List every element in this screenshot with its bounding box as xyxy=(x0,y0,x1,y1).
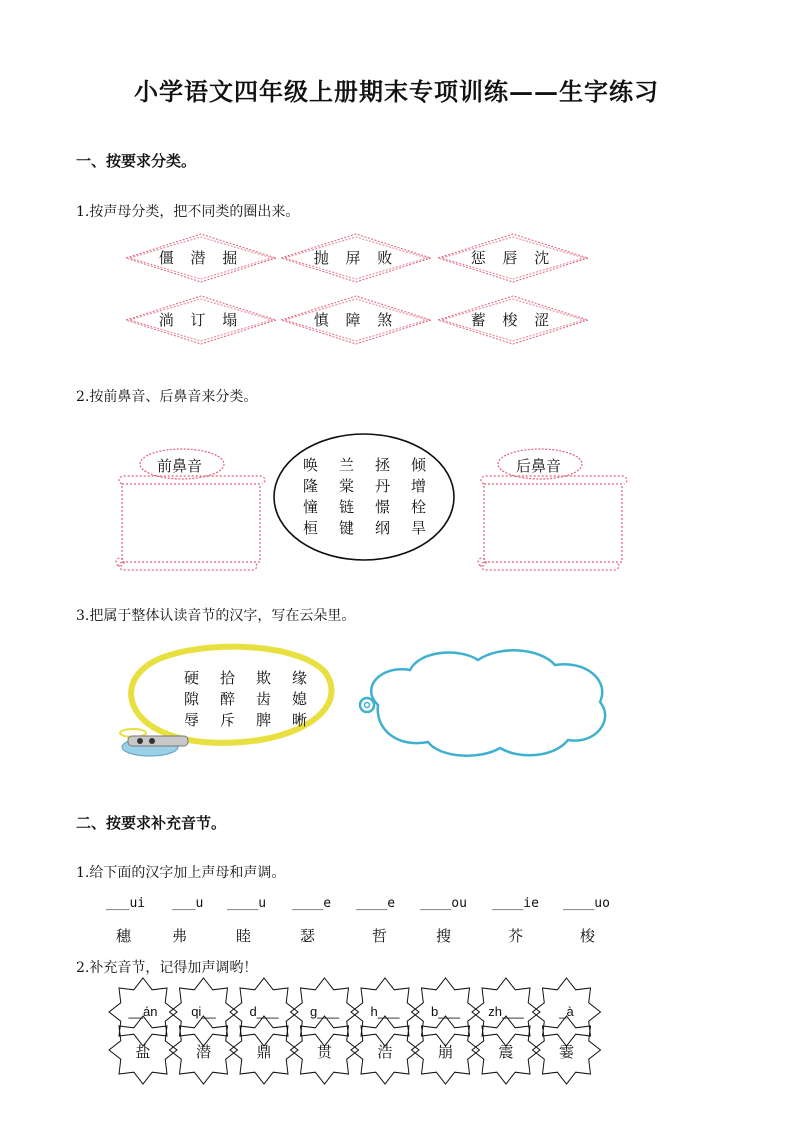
star-pinyin-blank[interactable]: __án xyxy=(128,1004,158,1019)
char: 拯 xyxy=(375,456,391,474)
star-hanzi-char: 崩 xyxy=(437,1043,453,1061)
hanzi-char: 穗 xyxy=(116,927,132,945)
star-pinyin-blank[interactable]: zh___ xyxy=(488,1004,524,1019)
hanzi-char: 梭 xyxy=(580,927,596,945)
char: 欺 xyxy=(256,669,272,687)
char: 硬 xyxy=(184,669,200,687)
char: 斥 xyxy=(220,711,236,729)
hanzi-char: 搜 xyxy=(436,927,452,945)
section2-q1-prompt: 1.给下面的汉字加上声母和声调。 xyxy=(76,865,286,881)
back-nasal-label: 后鼻音 xyxy=(516,457,562,475)
pinyin-blank[interactable]: ____uo xyxy=(563,896,610,911)
star-hanzi-char: 浩 xyxy=(377,1043,393,1061)
pinyin-blank[interactable]: ____e xyxy=(356,896,396,911)
char: 缘 xyxy=(292,669,308,687)
pinyin-blank[interactable]: ____ou xyxy=(420,896,467,911)
star-hanzi-char: 贯 xyxy=(316,1043,332,1061)
star-pinyin-blank[interactable]: g___ xyxy=(310,1004,339,1019)
page-title: 小学语文四年级上册期末专项训练——生字练习 xyxy=(134,77,659,106)
front-nasal-label: 前鼻音 xyxy=(157,457,203,475)
star-hanzi-char: 潜 xyxy=(195,1043,211,1061)
char: 憧 xyxy=(303,498,319,516)
star-pinyin-blank[interactable]: b___ xyxy=(431,1004,460,1019)
star-hanzi-char: 霎 xyxy=(558,1043,574,1061)
star-pinyin-blank[interactable]: d___ xyxy=(249,1004,279,1019)
star-hanzi-char: 震 xyxy=(498,1043,514,1061)
char: 丹 xyxy=(375,477,391,495)
star-hanzi-char: 鼎 xyxy=(256,1043,272,1061)
diamond-group-text: 淌 订 塌 xyxy=(158,311,244,329)
char: 键 xyxy=(339,519,355,537)
hanzi-char: 芥 xyxy=(508,927,524,945)
pinyin-blank[interactable]: ____e xyxy=(292,896,332,911)
hanzi-char: 弗 xyxy=(172,927,188,945)
char: 隙 xyxy=(184,690,200,708)
section1-q1-prompt: 1.按声母分类，把不同类的圈出来。 xyxy=(76,204,300,220)
char: 脾 xyxy=(256,711,272,729)
char: 唤 xyxy=(303,456,319,474)
hanzi-char: 睦 xyxy=(236,927,252,945)
section1-q3-prompt: 3.把属于整体认读音节的汉字，写在云朵里。 xyxy=(76,608,356,624)
diamond-group-text: 惩 唇 沈 xyxy=(470,249,556,267)
char: 纲 xyxy=(375,519,391,537)
star-pinyin-blank[interactable]: _à xyxy=(559,1004,574,1019)
char: 兰 xyxy=(339,456,355,474)
pinyin-blank[interactable]: ____u xyxy=(227,896,267,911)
pinyin-blank[interactable]: ____ie xyxy=(492,896,539,911)
char: 链 xyxy=(339,498,355,516)
pinyin-blank[interactable]: ___ui xyxy=(106,896,146,911)
diamond-group-text: 僵 潜 掘 xyxy=(158,249,244,267)
star-hanzi-char: 盐 xyxy=(135,1043,151,1061)
star-pinyin-blank[interactable]: qi__ xyxy=(191,1004,216,1019)
char: 隆 xyxy=(303,477,319,495)
char: 棠 xyxy=(339,477,355,495)
char: 齿 xyxy=(256,690,272,708)
hanzi-char: 哲 xyxy=(372,927,388,945)
char: 旱 xyxy=(411,519,427,537)
char: 醉 xyxy=(220,690,236,708)
section1-heading: 一、按要求分类。 xyxy=(76,152,197,170)
section2-q2-prompt: 2.补充音节，记得加声调哟！ xyxy=(76,960,258,976)
section2-heading: 二、按要求补充音节。 xyxy=(76,814,227,832)
char: 增 xyxy=(411,477,427,495)
char: 晰 xyxy=(292,711,308,729)
char: 辱 xyxy=(184,711,200,729)
diamond-group-text: 蓄 梭 涩 xyxy=(470,311,556,329)
pinyin-blank[interactable]: ___u xyxy=(172,896,204,911)
char: 媳 xyxy=(292,690,308,708)
char: 拾 xyxy=(220,669,236,687)
diamond-group-text: 慎 障 煞 xyxy=(313,311,399,329)
char: 桓 xyxy=(303,519,319,537)
char: 栓 xyxy=(411,498,427,516)
diamond-group-text: 抛 屏 败 xyxy=(313,249,399,267)
star-pinyin-blank[interactable]: h___ xyxy=(370,1004,400,1019)
char: 倾 xyxy=(411,456,427,474)
char: 憬 xyxy=(375,498,391,516)
hanzi-char: 瑟 xyxy=(300,927,316,945)
section1-q2-prompt: 2.按前鼻音、后鼻音来分类。 xyxy=(76,389,258,405)
